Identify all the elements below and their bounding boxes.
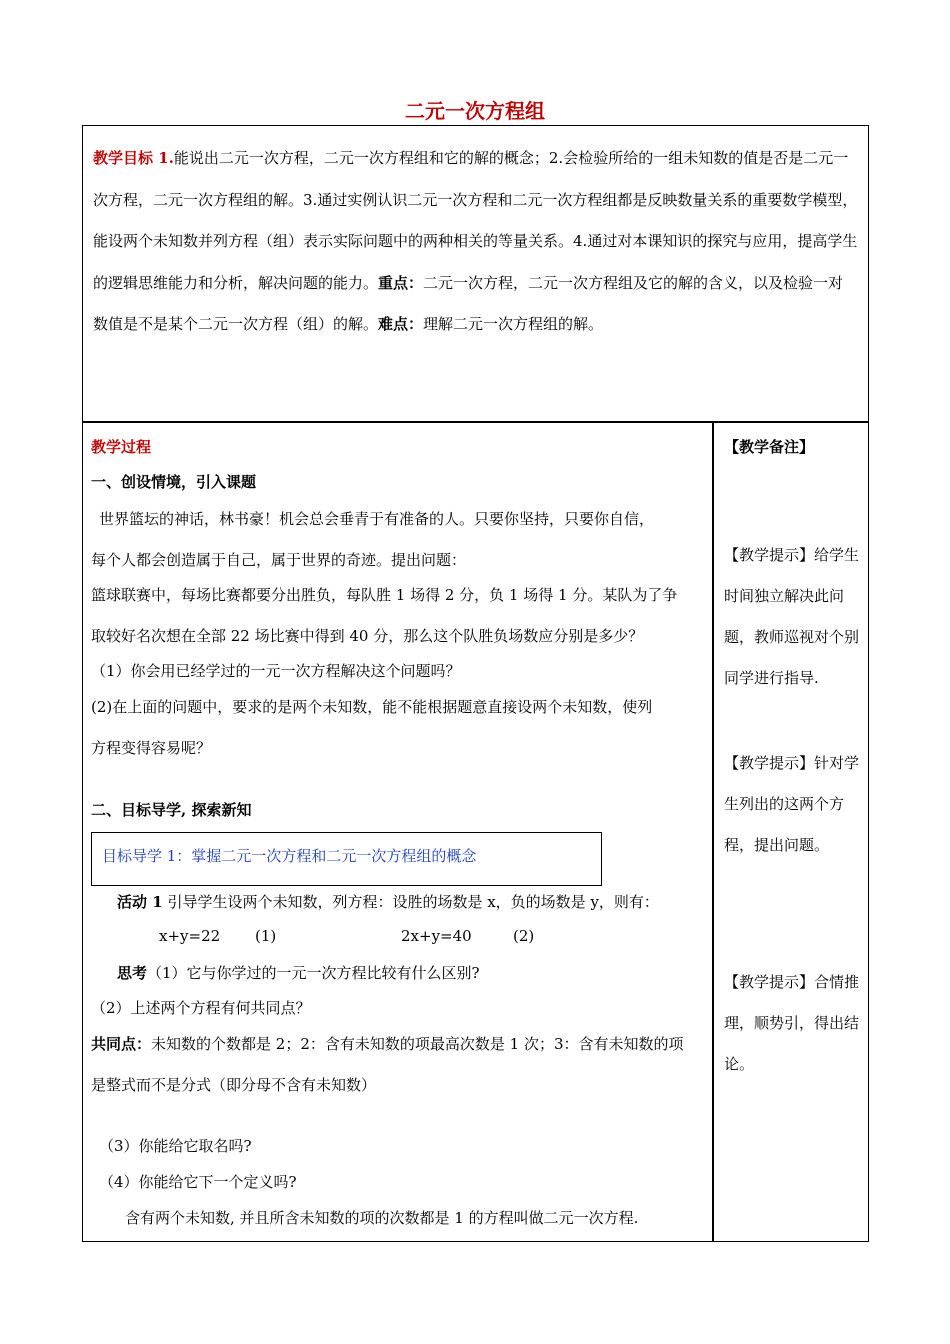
question-4: （4）你能给它下一个定义吗? [99, 1173, 297, 1191]
section2-title: 二、目标导学, 探索新知 [91, 801, 252, 819]
difficulty-text: 理解二元一次方程组的解。 [423, 315, 604, 333]
common-text-2: 是整式而不是分式（即分母不含有未知数） [91, 1076, 377, 1094]
equation-2-number: (2) [513, 927, 535, 945]
process-header: 教学过程 [91, 438, 152, 456]
common-label: 共同点： [91, 1035, 152, 1053]
activity-text: 引导学生设两个未知数，列方程：设胜的场数是 x，负的场数是 y，则有： [162, 893, 659, 911]
target-text: 目标导学 1：掌握二元一次方程和二元一次方程组的概念 [102, 847, 477, 865]
think-question-2: （2）上述两个方程有何共同点？ [91, 999, 311, 1017]
equation-1: x+y=22 [159, 927, 221, 945]
equation-1-number: (1) [255, 927, 277, 945]
question-2-line-1: (2)在上面的问题中，要求的是两个未知数，能不能根据题意直接设两个未知数，使列 [91, 698, 653, 716]
notes-header: 【教学备注】 [724, 438, 815, 456]
teaching-process-cell [82, 422, 713, 1242]
difficulty-label: 难点： [378, 315, 424, 333]
think-text: （1）它与你学过的一元一次方程比较有什么区别? [147, 964, 480, 982]
equation-2: 2x+y=40 [401, 927, 472, 945]
note-1: 【教学提示】给学生时间独立解决此问题，教师巡视对个别同学进行指导. [724, 546, 860, 687]
key-points-text: 二元一次方程，二元一次方程组及它的解的含义，以及检验一对数值是不是某个二元一次方程（组）的解。 [93, 273, 844, 333]
activity-label: 活动 1 [117, 893, 163, 911]
teaching-goals-cell [82, 125, 869, 422]
note-2: 【教学提示】针对学生列出的这两个方程，提出问题。 [724, 754, 860, 854]
definition-text: 含有两个未知数, 并且所含未知数的项的次数都是 1 的方程叫做二元一次方程. [125, 1209, 639, 1227]
note-3: 【教学提示】合情推理，顺势引，得出结论。 [724, 973, 860, 1073]
page-title: 二元一次方程组 [405, 99, 545, 123]
key-points-label: 重点： [378, 273, 424, 292]
section1-title: 一、创设情境，引入课题 [91, 473, 257, 491]
intro-line-2: 每个人都会创造属于自己，属于世界的奇迹。提出问题： [91, 551, 467, 569]
problem-line-2: 取较好名次想在全部 22 场比赛中得到 40 分，那么这个队胜负场数应分别是多少？ [91, 627, 644, 645]
problem-line-1: 篮球联赛中，每场比赛都要分出胜负，每队胜 1 场得 2 分，负 1 场得 1 分。某队为了争 [91, 586, 678, 604]
common-text-1: 未知数的个数都是 2；2：含有未知数的项最高次数是 1 次；3：含有未知数的项 [151, 1035, 684, 1053]
think-label: 思考 [117, 964, 148, 982]
goals-text: 能说出二元一次方程，二元一次方程组和它的解的概念；2.会检验所给的一组未知数的值是否是二元一次方程，二元一次方程组的解。3.通过实例认识二元一次方程和二元一次方程组都是反映数量关系的重要数学模型，能设两个未知数并列方程（组）表示实际问题中的两种相关的等量关系。4.通过对本课知识的探究与应用，提高学生的逻辑思维能力和分析，解决问题的能力。 [93, 149, 858, 292]
question-2-line-2: 方程变得容易呢？ [91, 739, 212, 757]
intro-line-1: 世界篮坛的神话，林书豪！机会总会垂青于有准备的人。只要你坚持，只要你自信， [99, 510, 655, 528]
question-1: （1）你会用已经学过的一元一次方程解决这个问题吗？ [91, 662, 461, 680]
goals-label: 教学目标 1. [93, 149, 174, 167]
teaching-notes-cell [713, 422, 869, 1242]
question-3: （3）你能给它取名吗? [99, 1137, 252, 1155]
target-box [91, 832, 602, 886]
